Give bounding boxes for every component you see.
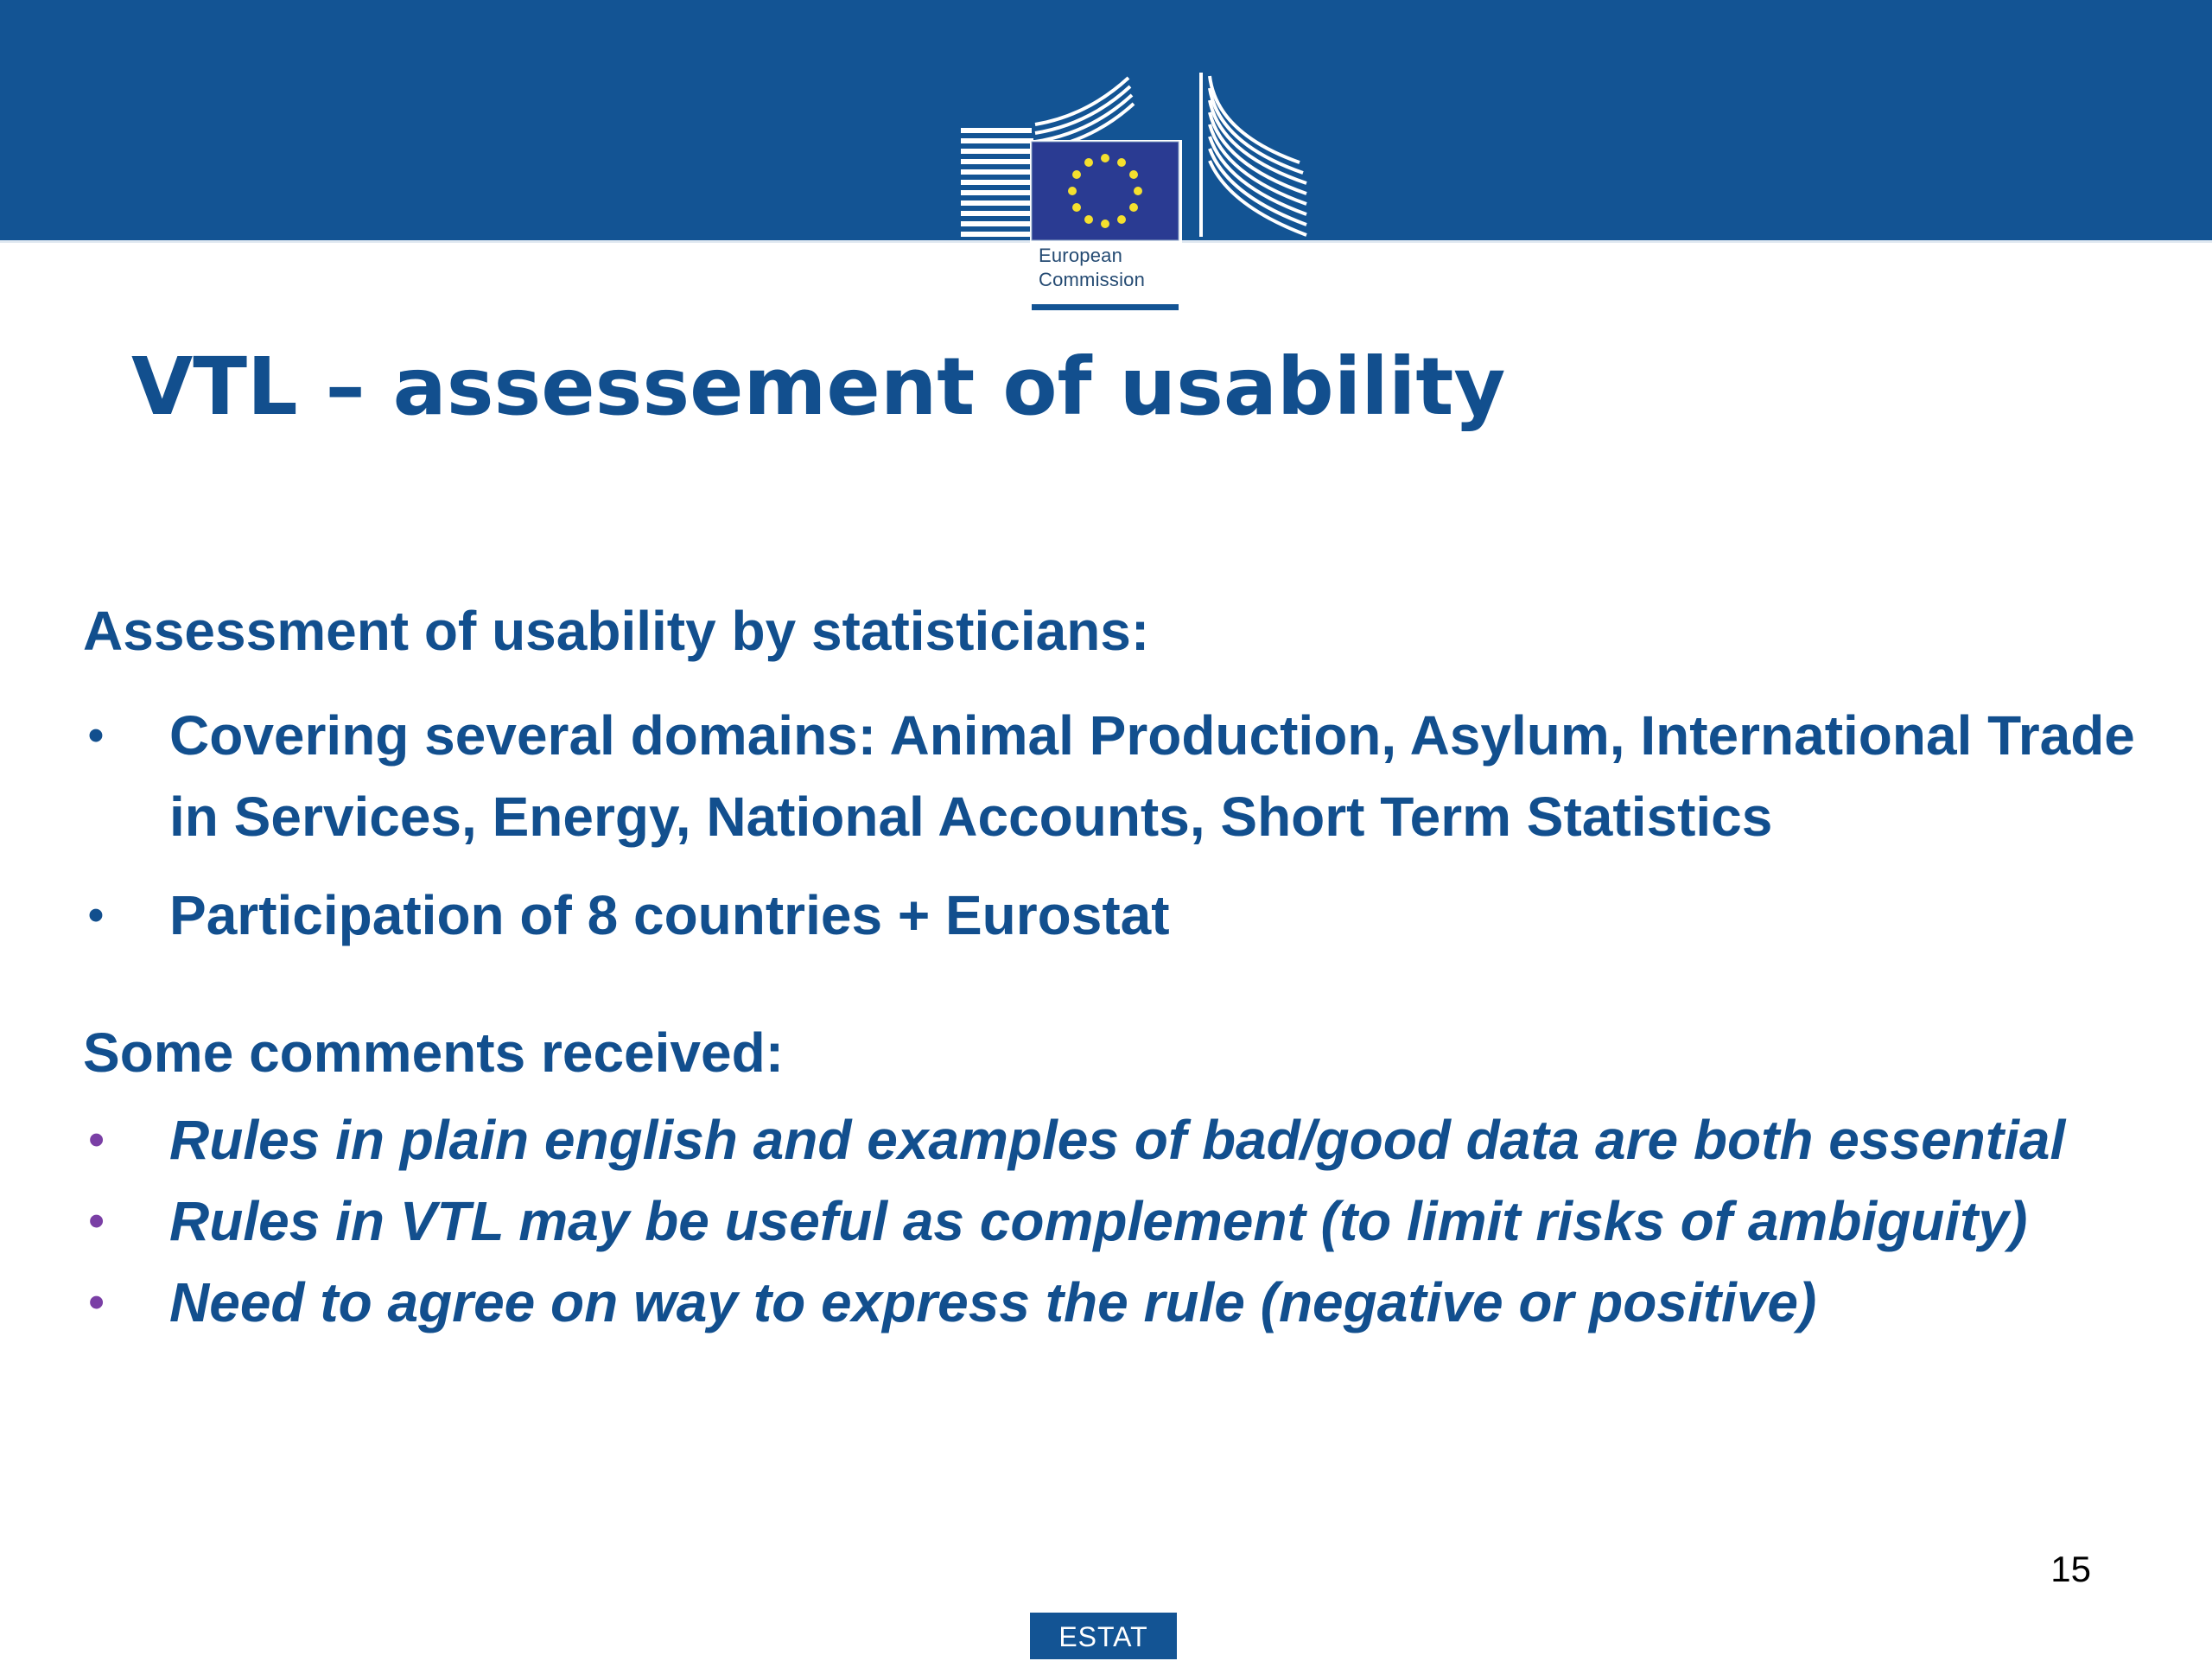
logo-text-line1: European xyxy=(1039,245,1123,266)
list-item xyxy=(83,1262,2157,1343)
bullet-text: Need to agree on way to express the rule (negative or positive) xyxy=(169,1271,1817,1333)
list-item xyxy=(83,1181,2157,1262)
bullet-dot-icon: • xyxy=(87,1277,105,1327)
bullet-list-assessment xyxy=(83,695,2157,956)
bullet-text: Participation of 8 countries + Eurostat xyxy=(169,884,1170,946)
logo-underline xyxy=(1032,304,1179,310)
bullet-dot-icon: • xyxy=(87,890,105,940)
logo-text-line2: Commission xyxy=(1039,269,1146,290)
list-item xyxy=(83,695,2157,857)
logo-wordmark xyxy=(1039,244,1145,292)
section-heading-comments: Some comments received: xyxy=(83,1021,784,1084)
bullet-dot-icon: • xyxy=(87,1115,105,1165)
estat-tag: ESTAT xyxy=(1030,1613,1177,1659)
european-commission-logo xyxy=(957,73,1310,315)
list-item xyxy=(83,875,2157,956)
bullet-dot-icon: • xyxy=(87,710,105,760)
list-item xyxy=(83,1099,2157,1181)
bullet-text: Covering several domains: Animal Production, Asylum, International Trade in Services, Energy, National Accounts, Short Term Statistics xyxy=(169,704,2135,848)
slide-title: VTL – assessement of usability xyxy=(131,340,1506,433)
bullet-text: Rules in plain english and examples of bad/good data are both essential xyxy=(169,1109,2066,1171)
section-heading-assessment: Assessment of usability by statisticians: xyxy=(83,600,1150,662)
page-number: 15 xyxy=(2050,1549,2091,1589)
bullet-dot-icon: • xyxy=(87,1196,105,1246)
bullet-text: Rules in VTL may be useful as complement (to limit risks of ambiguity) xyxy=(169,1190,2028,1252)
bullet-list-comments xyxy=(83,1099,2157,1343)
